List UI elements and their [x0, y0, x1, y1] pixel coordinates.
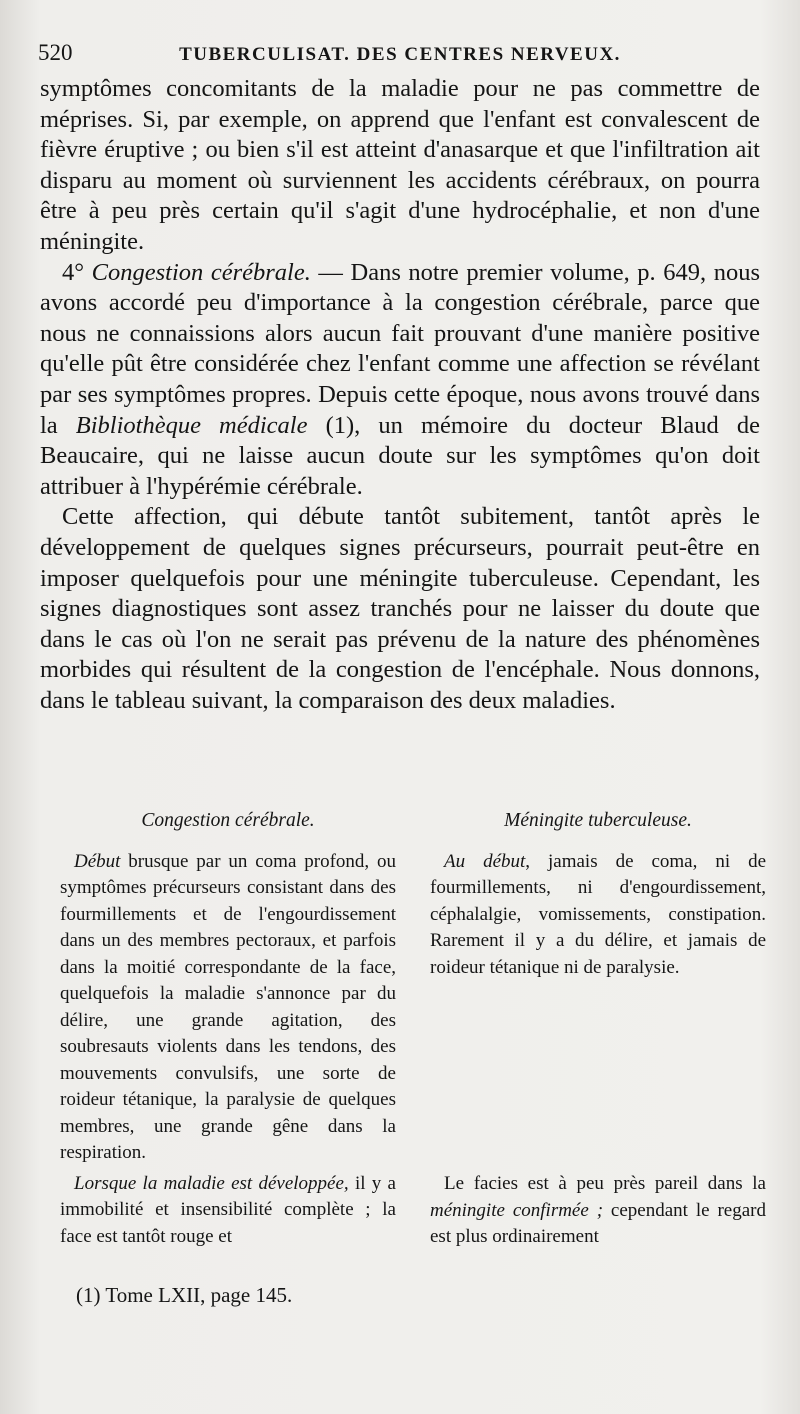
page-header — [38, 40, 762, 66]
left-column-paragraph-1 — [60, 849, 396, 1167]
right-p2-text-a: Le facies est à peu près pareil dans la — [444, 1173, 766, 1194]
footnote: (1) Tome LXII, page 145. — [76, 1283, 293, 1307]
section-title-congestion: Congestion cérébrale. — [91, 258, 311, 286]
left-p1-text: brusque par un coma profond, ou symptômes précurseurs consistant dans des fourmillements et de l'engourdissement dans un des membres pectoraux, et parfois dans la moitié correspondante de la face, quelquefois la maladie s'annonce par du délire, une grande agitation, des soubresauts violents dans les tendons, des mouvements convulsifs, une sorte de roideur tétanique, la paralysie de quelques membres, une grande gêne dans la respiration. — [60, 850, 396, 1163]
right-column-paragraph-2 — [430, 1171, 766, 1251]
page-number: 520 — [38, 40, 73, 65]
paragraph-3: Cette affection, qui débute tantôt subitement, tantôt après le développement de quelques signes précurseurs, pourrait peut-être en imposer quelquefois pour une méningite tuberculeuse. Cependant, les signes diagnostiques sont assez tranchés pour ne laisser du doute que dans le cas où l'on ne serait pas prévenu de la nature des phénomènes morbides qui résultent de la congestion de l'encéphale. Nous donnons, dans le tableau suivant, la comparaison des deux maladies. — [40, 503, 760, 714]
right-p2-emphasis: méningite confirmée ; — [430, 1199, 604, 1221]
left-column-title: Congestion cérébrale. — [141, 810, 315, 831]
comparison-table — [60, 808, 766, 1251]
left-column — [60, 808, 396, 1251]
left-p2-text: il y a immobilité et insensibilité complète ; la face est tantôt rouge et — [60, 1172, 396, 1247]
paragraph-2-lead: 4° — [62, 258, 92, 286]
paragraph-1: symptômes concomitants de la maladie pour ne pas commettre de méprises. Si, par exemple, on apprend que l'enfant est convalescent de fièvre éruptive ; ou bien s'il est atteint d'anasarque et que l'infiltration ait disparu au moment où surviennent les accidents cérébraux, on pourra être à peu près certain qu'il s'agit d'une hydrocéphalie, et non d'une méningite. — [40, 75, 760, 255]
right-column-title: Méningite tuberculeuse. — [504, 810, 692, 831]
right-column-paragraph-1 — [430, 849, 766, 982]
left-p1-lead: Début — [74, 850, 121, 872]
paragraph-2-text-a: — Dans notre premier volume, p. 649, nous avons accordé peu d'importance à la congestion cérébrale, parce que nous ne connaissions alors aucun fait prouvant d'une manière positive qu'elle pût être considérée chez l'enfant comme une affection se révélant par ses symptômes propres. Depuis cette époque, nous avons trouvé dans la — [40, 258, 760, 439]
running-title: TUBERCULISAT. DES CENTRES NERVEUX. — [179, 44, 621, 65]
right-p1-text: , jamais de coma, ni de fourmillements, ni d'engourdissement, céphalalgie, vomissements, constipation. Rarement il y a du délire, et jamais de roideur tétanique ni de paralysie. — [430, 850, 767, 978]
paragraph-2 — [40, 258, 760, 503]
right-p2-text-b: cependant le regard est plus ordinairement — [430, 1199, 766, 1247]
right-p1-lead: Au début — [444, 850, 526, 872]
journal-title: Bibliothèque médicale — [75, 411, 308, 439]
left-column-paragraph-2 — [60, 1171, 396, 1251]
right-column — [430, 808, 766, 1251]
left-p2-lead: Lorsque la maladie est développée, — [74, 1172, 349, 1194]
main-text — [40, 74, 760, 716]
paragraph-2-text-b: (1), un mémoire du docteur Blaud de Beaucaire, qui ne laisse aucun doute sur les symptômes qu'on doit attribuer à l'hypérémie cérébrale. — [40, 411, 761, 500]
